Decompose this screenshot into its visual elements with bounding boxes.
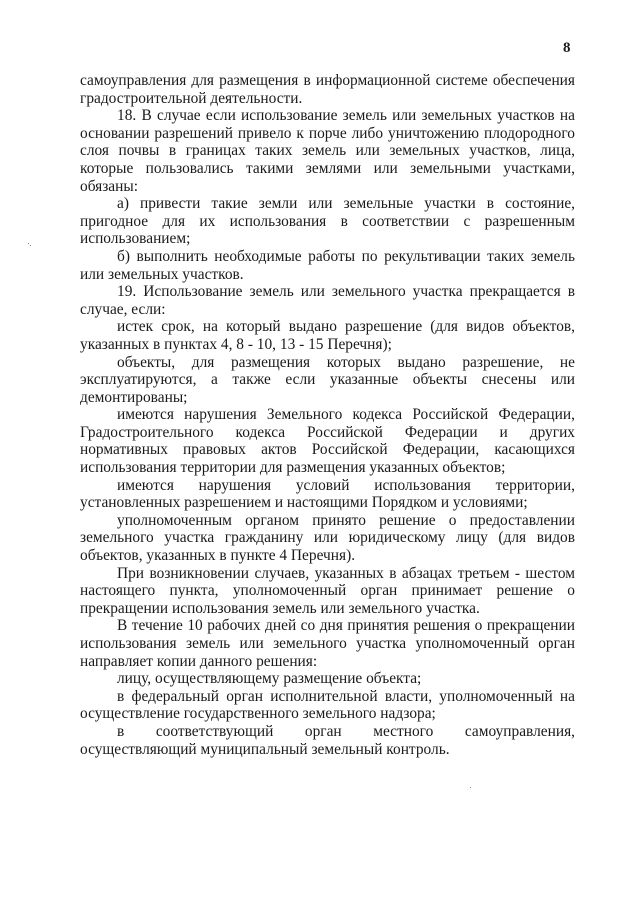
paragraph-item-18: 18. В случае если использование земель или земельных участков на основании разрешений привело к порче либо уничтожению плодородного слоя почвы в границах таких земель или земельных участков, лица, которые пользовались такими землями или земельными участками, обязаны: xyxy=(80,107,575,195)
paragraph-condition-3: имеются нарушения Земельного кодекса Российской Федерации, Градостроительного кодекса Российской Федерации и других нормативных правовых актов Российской Федерации, касающихся использования территории для размещения указанных объектов; xyxy=(80,406,575,477)
scan-speck xyxy=(30,245,31,246)
scan-speck xyxy=(28,243,29,244)
paragraph-decision: При возникновении случаев, указанных в абзацах третьем - шестом настоящего пункта, уполномоченный орган принимает решение о прекращении использования земель или земельного участка. xyxy=(80,564,575,617)
paragraph-condition-5: уполномоченным органом принято решение о предоставлении земельного участка гражданину или юридическому лицу (для видов объектов, указанных в пункте 4 Перечня). xyxy=(80,511,575,565)
paragraph-continuation: самоуправления для размещения в информационной системе обеспечения градостроительной деятельности. xyxy=(80,72,575,107)
paragraph-condition-2: объекты, для размещения которых выдано разрешение, не эксплуатируются, а также если указанные объекты снесены или демонтированы; xyxy=(80,353,575,406)
document-body xyxy=(80,72,575,758)
paragraph-subitem-b: б) выполнить необходимые работы по рекультивации таких земель или земельных участков. xyxy=(80,247,575,283)
paragraph-recipient-1: лицу, осуществляющему размещение объекта; xyxy=(117,670,422,688)
paragraph-condition-4: имеются нарушения условий использования территории, установленных разрешением и настоящими Порядком и условиями; xyxy=(80,476,575,512)
paragraph-condition-1: истек срок, на который выдано разрешение (для видов объектов, указанных в пунктах 4, 8 - 10, 13 - 15 Перечня); xyxy=(80,318,575,353)
paragraph-recipient-3: в соответствующий орган местного самоуправления, осуществляющий муниципальный земельный контроль. xyxy=(80,722,575,758)
paragraph-notification: В течение 10 рабочих дней со дня принятия решения о прекращении использования земель или земельного участка уполномоченный орган направляет копии данного решения: xyxy=(80,617,575,670)
paragraph-recipient-2: в федеральный орган исполнительной власти, уполномоченный на осуществление государственного земельного надзора; xyxy=(80,687,575,723)
paragraph-item-19: 19. Использование земель или земельного участка прекращается в случае, если: xyxy=(80,283,575,318)
scan-speck xyxy=(470,787,471,788)
page-number: 8 xyxy=(563,40,571,56)
paragraph-subitem-a: а) привести такие земли или земельные участки в состояние, пригодное для их использования в соответствии с разрешенным использованием; xyxy=(80,195,575,248)
